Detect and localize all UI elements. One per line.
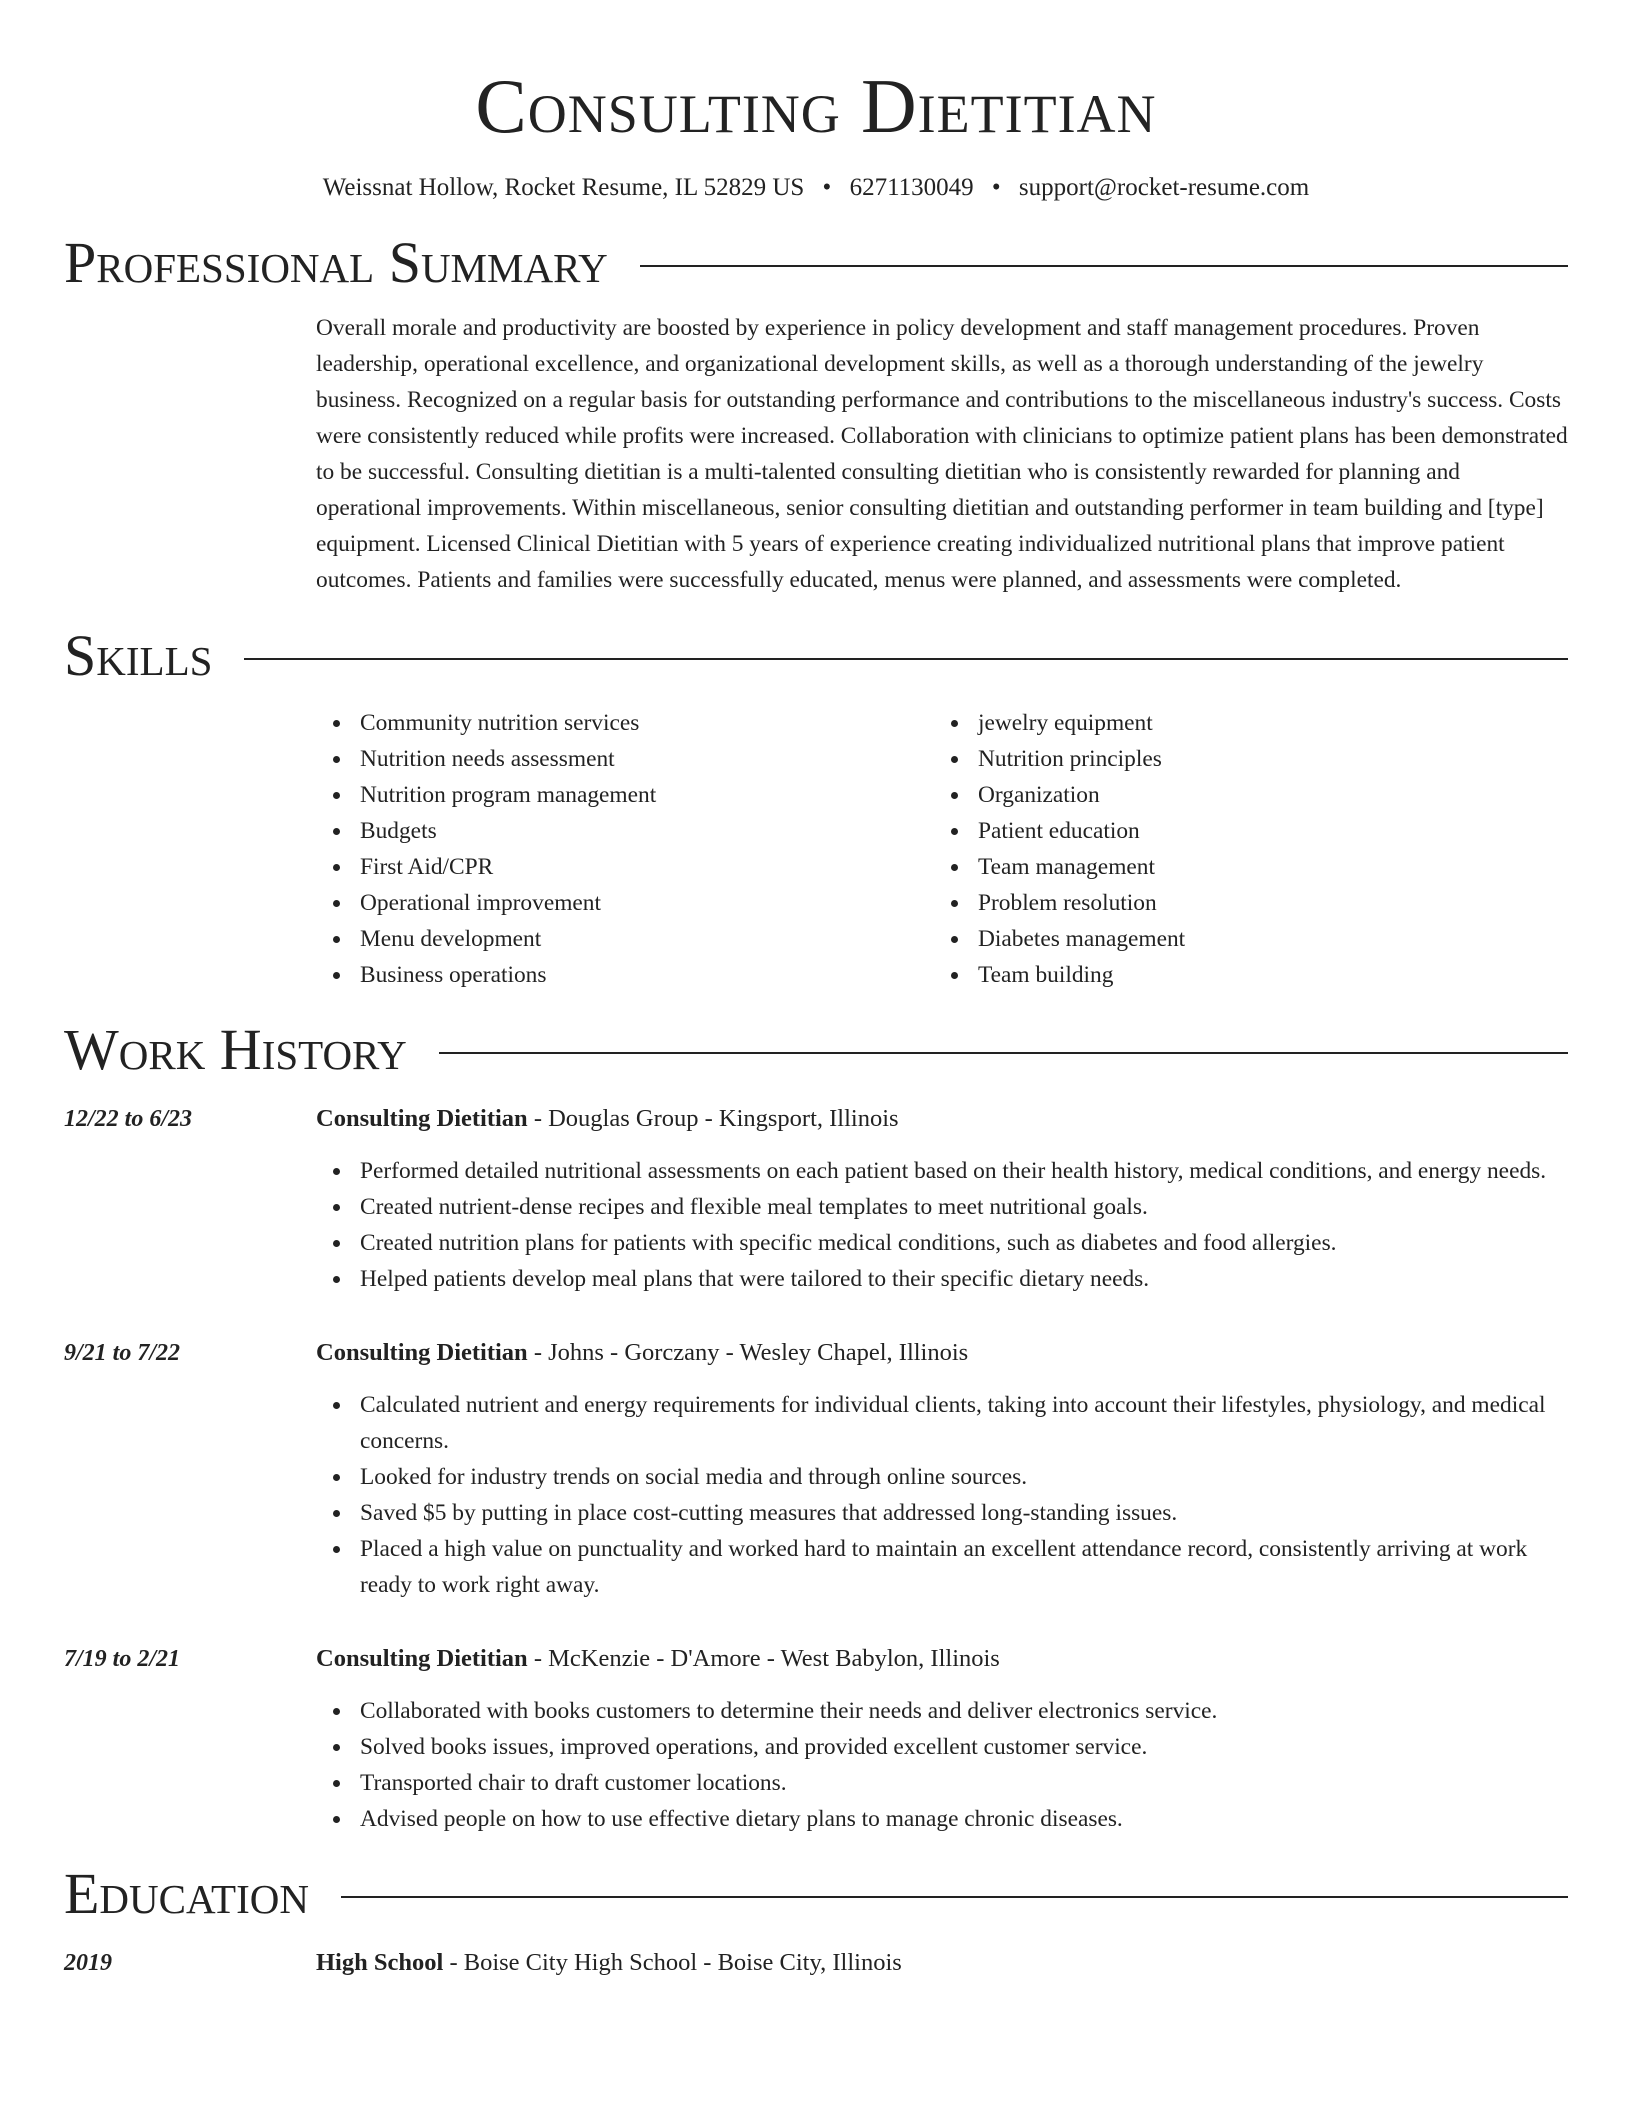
summary-text: Overall morale and productivity are boosted by experience in policy development and staff management procedures. Proven leadership, operational excellence, and organizational development skills, as well as a thorough understanding of the jewelry business. Recognized on a regular basis for outstanding performance and contributions to the miscellaneous industry's success. Costs were consistently reduced while profits were increased. Collaboration with clinicians to optimize patient plans has been demonstrated to be successful. Consulting dietitian is a multi-talented consulting dietitian who is consistently rewarded for planning and operational improvements. Within miscellaneous, senior consulting dietitian and outstanding performer in team building and [type] equipment. Licensed Clinical Dietitian with 5 years of experience creating individualized nutritional plans that improve patient outcomes. Patients and families were successfully educated, menus were planned, and assessments were completed. bbox=[316, 315, 1568, 593]
work-bullet: Placed a high value on punctuality and worked hard to maintain an excellent attendance record, consistently arriving at work ready to work right away. bbox=[360, 1531, 1568, 1603]
skill-item: Nutrition needs assessment bbox=[360, 741, 934, 777]
skill-item: Team management bbox=[978, 849, 1552, 885]
employer-location: - Johns - Gorczany - Wesley Chapel, Illinois bbox=[527, 1339, 969, 1367]
education-heading bbox=[64, 1859, 1568, 1929]
education-heading-text: Education bbox=[64, 1861, 309, 1927]
candidate-name: Consulting Dietitian bbox=[475, 63, 1157, 149]
skill-item: Organization bbox=[978, 777, 1552, 813]
skills-heading-text: Skills bbox=[64, 623, 213, 689]
job-title: Consulting Dietitian bbox=[316, 1645, 528, 1673]
work-bullet: Helped patients develop meal plans that were tailored to their specific dietary needs. bbox=[360, 1261, 1568, 1297]
skills-heading bbox=[64, 621, 1568, 691]
skill-item: Budgets bbox=[360, 813, 934, 849]
work-bullet: Collaborated with books customers to determine their needs and deliver electronics service. bbox=[360, 1693, 1568, 1729]
work-bullet: Transported chair to draft customer locations. bbox=[360, 1765, 1568, 1801]
skill-item: Operational improvement bbox=[360, 885, 934, 921]
work-history-heading bbox=[64, 1015, 1568, 1085]
work-bullet: Solved books issues, improved operations, and provided excellent customer service. bbox=[360, 1729, 1568, 1765]
work-bullet: Created nutrient-dense recipes and flexible meal templates to meet nutritional goals. bbox=[360, 1189, 1568, 1225]
education-entry-body bbox=[316, 1945, 1568, 1981]
education-entry bbox=[64, 1945, 1568, 1981]
skill-item: jewelry equipment bbox=[978, 705, 1552, 741]
skill-item: Business operations bbox=[360, 957, 934, 993]
employer-location: - McKenzie - D'Amore - West Babylon, Illinois bbox=[527, 1645, 1000, 1673]
education-list bbox=[64, 1945, 1568, 1981]
section-rule bbox=[244, 658, 1568, 660]
section-rule bbox=[341, 1896, 1568, 1898]
skill-item: Team building bbox=[978, 957, 1552, 993]
work-bullet: Calculated nutrient and energy requirements for individual clients, taking into account their lifestyles, physiology, and medical concerns. bbox=[360, 1387, 1568, 1459]
job-title: Consulting Dietitian bbox=[316, 1105, 528, 1133]
skill-item: Problem resolution bbox=[978, 885, 1552, 921]
job-title: Consulting Dietitian bbox=[316, 1339, 528, 1367]
work-entry-body bbox=[316, 1335, 1568, 1603]
work-bullet: Advised people on how to use effective dietary plans to manage chronic diseases. bbox=[360, 1801, 1568, 1837]
work-bullet: Created nutrition plans for patients with specific medical conditions, such as diabetes and food allergies. bbox=[360, 1225, 1568, 1261]
work-history-list bbox=[64, 1101, 1568, 1837]
section-rule bbox=[640, 265, 1568, 267]
work-dates: 12/22 to 6/23 bbox=[64, 1106, 193, 1133]
contact-separator: • bbox=[991, 174, 1001, 201]
skill-item: Patient education bbox=[978, 813, 1552, 849]
section-rule bbox=[439, 1052, 1568, 1054]
school-location: - Boise City High School - Boise City, Illinois bbox=[443, 1949, 902, 1977]
work-dates: 7/19 to 2/21 bbox=[64, 1646, 181, 1673]
work-entry-body bbox=[316, 1101, 1568, 1297]
work-title-line bbox=[316, 1335, 1568, 1371]
work-bullets bbox=[316, 1387, 1568, 1603]
work-entry-body bbox=[316, 1641, 1568, 1837]
work-bullets bbox=[316, 1693, 1568, 1837]
work-bullet: Performed detailed nutritional assessments on each patient based on their health history, medical conditions, and energy needs. bbox=[360, 1153, 1568, 1189]
skill-item: Diabetes management bbox=[978, 921, 1552, 957]
contact-address: Weissnat Hollow, Rocket Resume, IL 52829 US bbox=[322, 174, 805, 201]
summary-heading-text: Professional Summary bbox=[64, 230, 608, 295]
contact-line bbox=[64, 170, 1568, 206]
work-entry bbox=[64, 1335, 1568, 1603]
skills-list bbox=[316, 705, 1568, 993]
work-bullet: Looked for industry trends on social media and through online sources. bbox=[360, 1459, 1568, 1495]
summary-heading bbox=[64, 228, 1568, 298]
skills-column-right bbox=[934, 705, 1552, 993]
work-entry bbox=[64, 1641, 1568, 1837]
skill-item: Menu development bbox=[360, 921, 934, 957]
skill-item: Nutrition principles bbox=[978, 741, 1552, 777]
education-title-line bbox=[316, 1945, 1568, 1981]
contact-phone: 6271130049 bbox=[849, 174, 974, 201]
work-entry bbox=[64, 1101, 1568, 1297]
skill-item: Community nutrition services bbox=[360, 705, 934, 741]
work-bullets bbox=[316, 1153, 1568, 1297]
work-dates: 9/21 to 7/22 bbox=[64, 1340, 181, 1367]
skill-item: Nutrition program management bbox=[360, 777, 934, 813]
education-dates: 2019 bbox=[64, 1950, 112, 1977]
employer-location: - Douglas Group - Kingsport, Illinois bbox=[527, 1105, 899, 1133]
skill-item: First Aid/CPR bbox=[360, 849, 934, 885]
work-title-line bbox=[316, 1101, 1568, 1137]
work-title-line bbox=[316, 1641, 1568, 1677]
work-bullet: Saved $5 by putting in place cost-cutting measures that addressed long-standing issues. bbox=[360, 1495, 1568, 1531]
work-history-heading-text: Work History bbox=[64, 1017, 407, 1083]
skills-column-left bbox=[316, 705, 934, 993]
degree-title: High School bbox=[316, 1949, 444, 1977]
contact-email[interactable]: support@rocket-resume.com bbox=[1018, 174, 1310, 201]
contact-separator: • bbox=[822, 174, 832, 201]
